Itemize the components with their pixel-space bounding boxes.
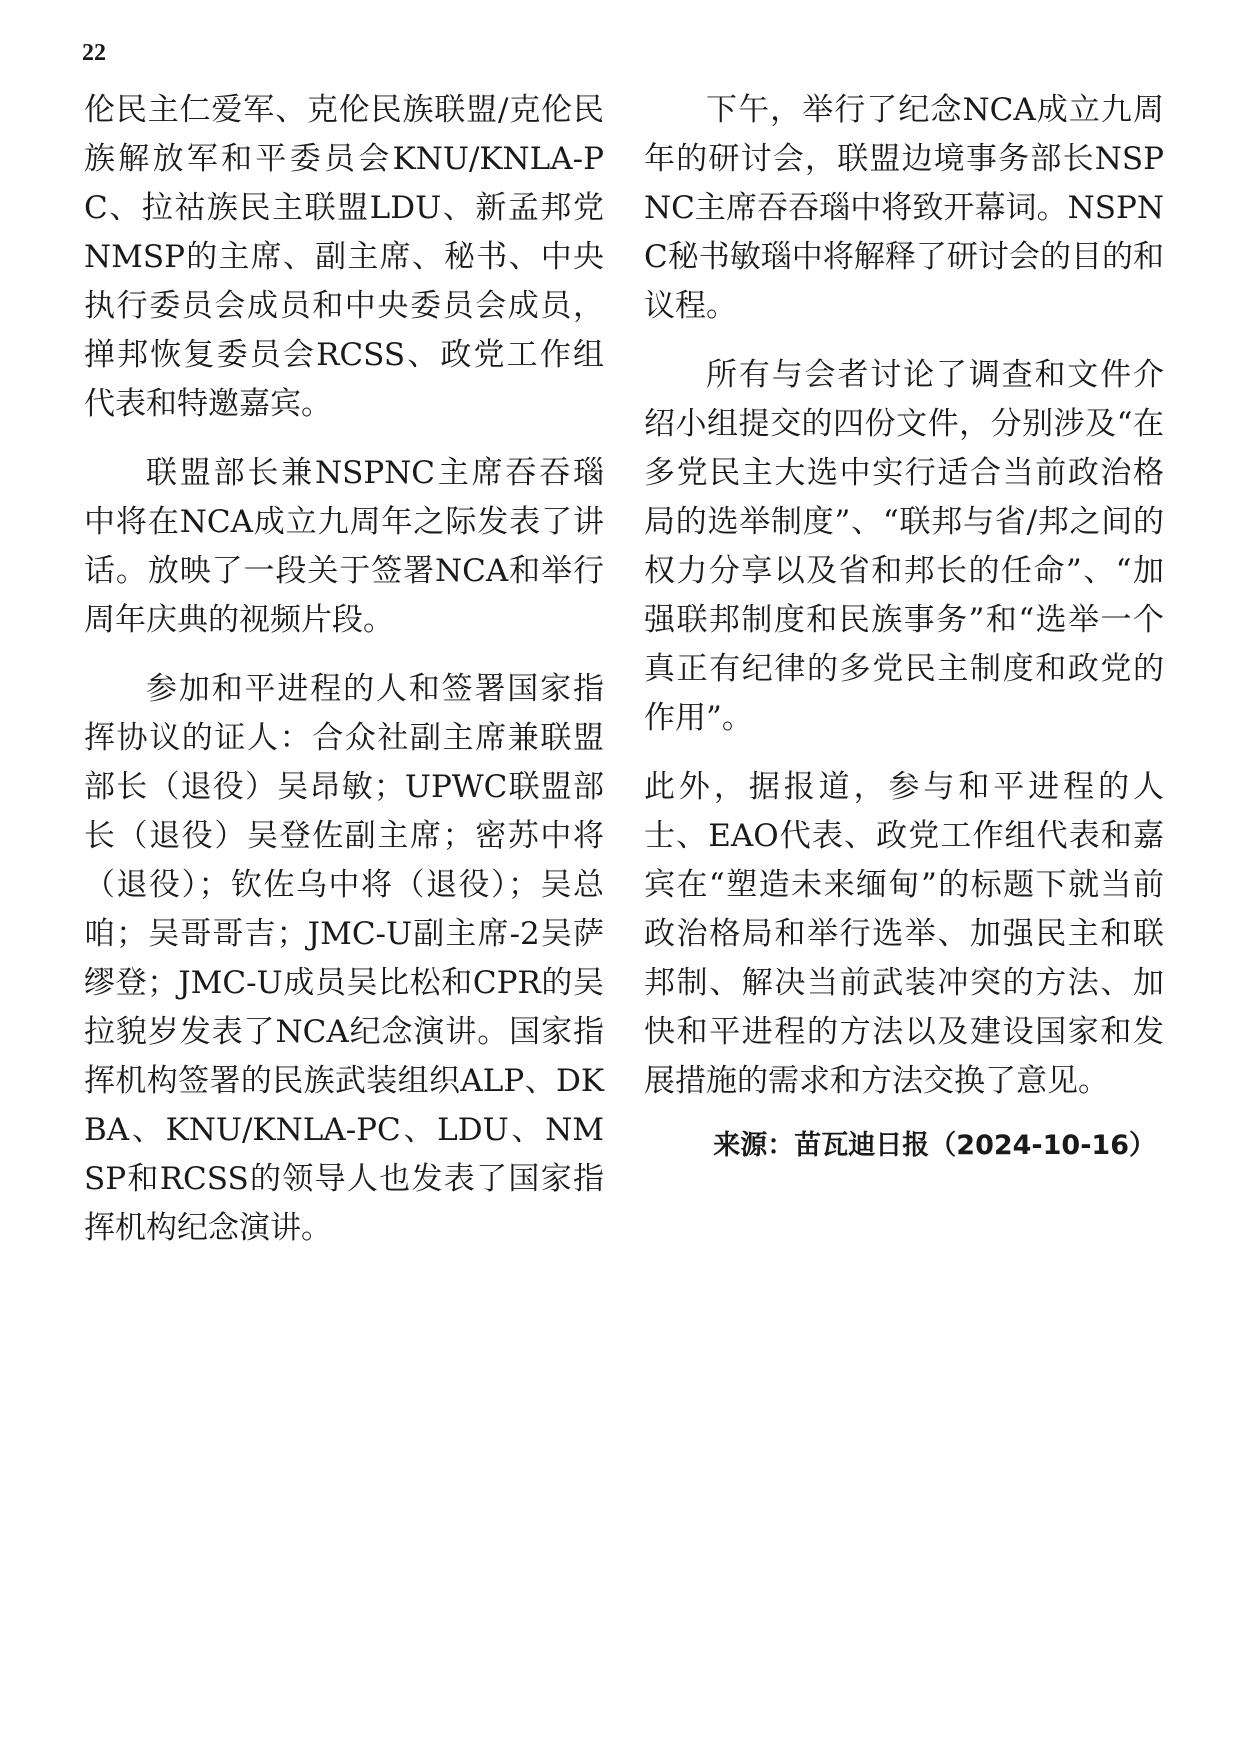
paragraph-speech: 联盟部长兼NSPNC主席吞吞瑙中将在NCA成立九周年之际发表了讲话。放映了一段关于签署NCA和举行周年庆典的视频片段。 — [84, 455, 604, 638]
left-column — [84, 86, 604, 1273]
source-citation: 来源：苗瓦迪日报（2024-10-16） — [713, 1130, 1156, 1161]
paragraph-seminar: 下午，举行了纪念NCA成立九周年的研讨会，联盟边境事务部长NSPNC主席吞吞瑙中将致开幕词。NSPNC秘书敏瑙中将解释了研讨会的目的和议程。 — [644, 92, 1164, 324]
paragraph-exchange: 此外，据报道，参与和平进程的人士、EAO代表、政党工作组代表和嘉宾在“塑造未来缅甸”的标题下就当前政治格局和举行选举、加强民主和联邦制、解决当前武装冲突的方法、加快和平进程的方法以及建设国家和发展措施的需求和方法交换了意见。 — [644, 769, 1164, 1099]
paragraph-documents: 所有与会者讨论了调查和文件介绍小组提交的四份文件，分别涉及“在多党民主大选中实行适合当前政治格局的选举制度”、“联邦与省/邦之间的权力分享以及省和邦长的任命”、“加强联邦制度和民族事务”和“选举一个真正有纪律的多党民主制度和政党的作用”。 — [644, 357, 1164, 736]
paragraph-attendees: 伦民主仁爱军、克伦民族联盟/克伦民族解放军和平委员会KNU/KNLA-PC、拉祜族民主联盟LDU、新孟邦党NMSP的主席、副主席、秘书、中央执行委员会成员和中央委员会成员，掸邦恢复委员会RCSS、政党工作组代表和特邀嘉宾。 — [84, 92, 604, 422]
page-number: 22 — [82, 40, 106, 66]
paragraph-witnesses: 参加和平进程的人和签署国家指挥协议的证人：合众社副主席兼联盟部长（退役）吴昂敏；UPWC联盟部长（退役）吴登佐副主席；密苏中将（退役）；钦佐乌中将（退役）；吴总咱；吴哥哥吉；JMC-U副主席-2吴萨缪登；JMC-U成员吴比松和CPR的吴拉貌岁发表了NCA纪念演讲。国家指挥机构签署的民族武装组织ALP、DKBA、KNU/KNLA-PC、LDU、NMSP和RCSS的领导人也发表了国家指挥机构纪念演讲。 — [84, 671, 604, 1246]
right-column — [644, 86, 1164, 1166]
